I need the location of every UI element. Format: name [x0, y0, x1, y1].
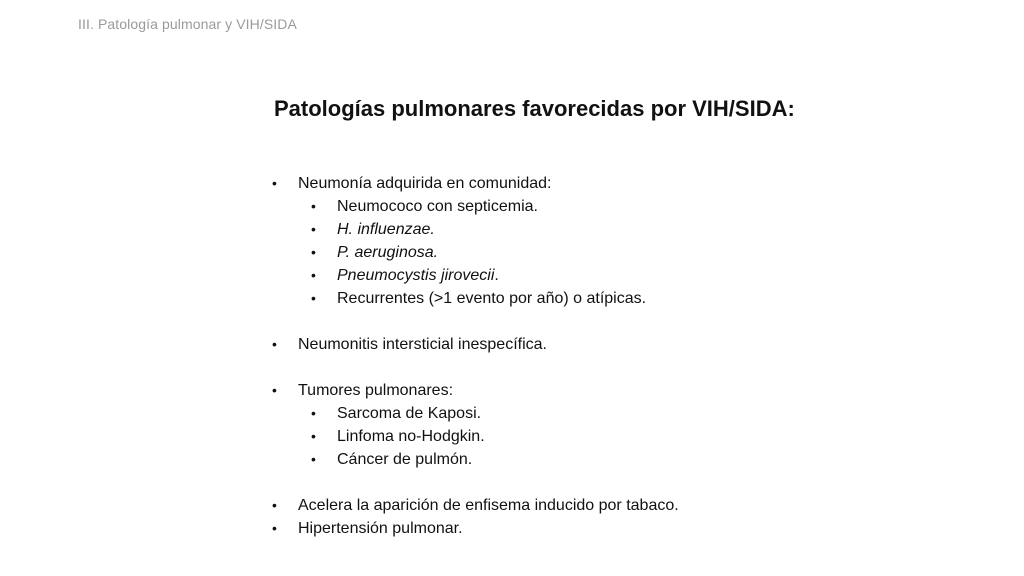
spacer: [272, 471, 972, 494]
list-item-text: Acelera la aparición de enfisema inducido por tabaco.: [298, 497, 679, 514]
list-item: [272, 333, 972, 356]
trailing-period: .: [494, 267, 499, 284]
list-item-text: Neumococo con septicemia.: [337, 198, 538, 215]
list-item-text: Sarcoma de Kaposi.: [337, 405, 482, 422]
list-item-text: Linfoma no-Hodgkin.: [337, 428, 485, 445]
bullet-icon: •: [311, 428, 316, 444]
list-subitem: [311, 448, 972, 471]
list-item-text: [337, 264, 499, 287]
list-item-text: Hipertensión pulmonar.: [298, 520, 463, 537]
bullet-icon: •: [272, 497, 277, 513]
list-subitem: [311, 425, 972, 448]
bullet-icon: •: [311, 290, 316, 306]
list-item: [272, 517, 972, 540]
spacer: [272, 310, 972, 333]
list-item-text: H. influenzae.: [337, 221, 435, 238]
list-item-text: Neumonitis intersticial inespecífica.: [298, 336, 547, 353]
list-item-text: P. aeruginosa.: [337, 244, 439, 261]
list-item-text: Neumonía adquirida en comunidad:: [298, 175, 552, 192]
list-item: [272, 172, 972, 195]
list-subitem: [311, 287, 972, 310]
bullet-icon: •: [311, 198, 316, 214]
list-item-text: Tumores pulmonares:: [298, 382, 454, 399]
species-name: Pneumocystis jirovecii: [337, 267, 495, 284]
bullet-icon: •: [311, 405, 316, 421]
bullet-icon: •: [272, 382, 277, 398]
bullet-icon: •: [272, 336, 277, 352]
section-label: III. Patología pulmonar y VIH/SIDA: [78, 16, 297, 32]
list-subitem: [311, 218, 972, 241]
list-subitem: [311, 264, 972, 287]
list-subitem: [311, 402, 972, 425]
bullet-list: [272, 172, 972, 540]
bullet-icon: •: [272, 520, 277, 536]
list-item-text: Cáncer de pulmón.: [337, 451, 473, 468]
bullet-icon: •: [311, 244, 316, 260]
bullet-icon: •: [311, 267, 316, 283]
list-subitem: [311, 195, 972, 218]
list-item: [272, 494, 972, 517]
bullet-icon: •: [272, 175, 277, 191]
slide-title: Patologías pulmonares favorecidas por VIH/SIDA:: [274, 96, 795, 121]
bullet-icon: •: [311, 221, 316, 237]
bullet-icon: •: [311, 451, 316, 467]
list-item-text: Recurrentes (>1 evento por año) o atípicas.: [337, 290, 647, 307]
spacer: [272, 356, 972, 379]
list-item: [272, 379, 972, 402]
list-subitem: [311, 241, 972, 264]
